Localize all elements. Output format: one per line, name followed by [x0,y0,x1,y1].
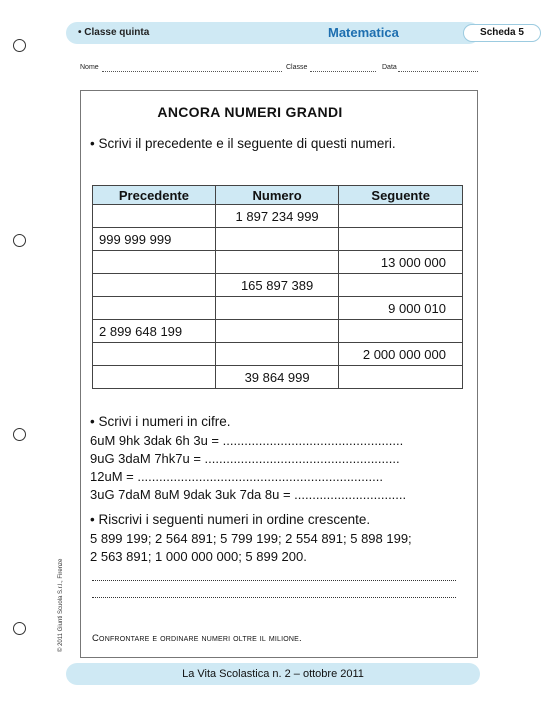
exercise2-line[interactable]: 12uM = .................................................................... [90,469,383,484]
copyright-text: © 2011 Giunti Scuola S.r.l., Firenze [58,558,64,652]
cell-numero[interactable] [215,320,338,343]
cell-numero: 1 897 234 999 [215,205,338,228]
cell-numero[interactable] [215,297,338,320]
cell-precedente[interactable] [93,343,216,366]
answer-line[interactable] [92,597,456,598]
exercise3-line: 2 563 891; 1 000 000 000; 5 899 200. [90,549,307,564]
table-row [93,320,463,343]
exercise2-line[interactable]: 3uG 7daM 8uM 9dak 3uk 7da 8u = ............................... [90,487,407,502]
cell-numero[interactable] [215,251,338,274]
header-bar [66,22,524,44]
binder-hole [13,234,26,247]
exercise2-line[interactable]: 9uG 3daM 7hk7u = ...................................................... [90,451,400,466]
name-field[interactable] [102,71,282,72]
footer-note: Confrontare e ordinare numeri oltre il milione. [92,633,302,644]
cell-seguente[interactable] [339,274,463,297]
table-row [93,297,463,320]
cell-precedente[interactable] [93,274,216,297]
page-title: ANCORA NUMERI GRANDI [157,104,343,120]
cell-seguente: 2 000 000 000 [339,343,463,366]
cell-numero[interactable] [215,228,338,251]
table-row [93,251,463,274]
cell-precedente[interactable] [93,297,216,320]
cell-seguente[interactable] [339,228,463,251]
name-label: Nome [80,64,99,71]
column-header-seguente: Seguente [339,186,463,205]
binder-hole [13,428,26,441]
cell-precedente: 999 999 999 [93,228,216,251]
answer-line[interactable] [92,580,456,581]
cell-seguente: 13 000 000 [339,251,463,274]
table-row [93,228,463,251]
cell-numero[interactable] [215,343,338,366]
table-row [93,205,463,228]
exercise2-line[interactable]: 6uM 9hk 3dak 6h 3u = .................................................. [90,433,404,448]
cell-precedente[interactable] [93,251,216,274]
exercise3-line: 5 899 199; 2 564 891; 5 799 199; 2 554 891; 5 898 199; [90,531,412,546]
cell-seguente[interactable] [339,205,463,228]
exercise2-instruction: • Scrivi i numeri in cifre. [90,414,231,429]
cell-seguente: 9 000 010 [339,297,463,320]
cell-seguente[interactable] [339,320,463,343]
numbers-table [92,185,463,389]
binder-hole [13,622,26,635]
cell-precedente: 2 899 648 199 [93,320,216,343]
table-row [93,274,463,297]
column-header-precedente: Precedente [93,186,216,205]
class-label: • Classe quinta [78,27,150,38]
class-field[interactable] [310,71,376,72]
cell-precedente[interactable] [93,205,216,228]
sheet-badge: Scheda 5 [463,24,541,42]
table-row [93,343,463,366]
bottom-bar: La Vita Scolastica n. 2 – ottobre 2011 [66,663,480,685]
column-header-numero: Numero [215,186,338,205]
exercise1-instruction: • Scrivi il precedente e il seguente di questi numeri. [90,136,396,151]
table-row [93,366,463,389]
cell-precedente[interactable] [93,366,216,389]
date-label: Data [382,64,397,71]
date-field[interactable] [398,71,478,72]
subject-title: Matematica [328,25,399,40]
cell-seguente[interactable] [339,366,463,389]
cell-numero: 165 897 389 [215,274,338,297]
binder-hole [13,39,26,52]
cell-numero: 39 864 999 [215,366,338,389]
exercise3-instruction: • Riscrivi i seguenti numeri in ordine crescente. [90,512,371,527]
class-field-label: Classe [286,64,308,71]
